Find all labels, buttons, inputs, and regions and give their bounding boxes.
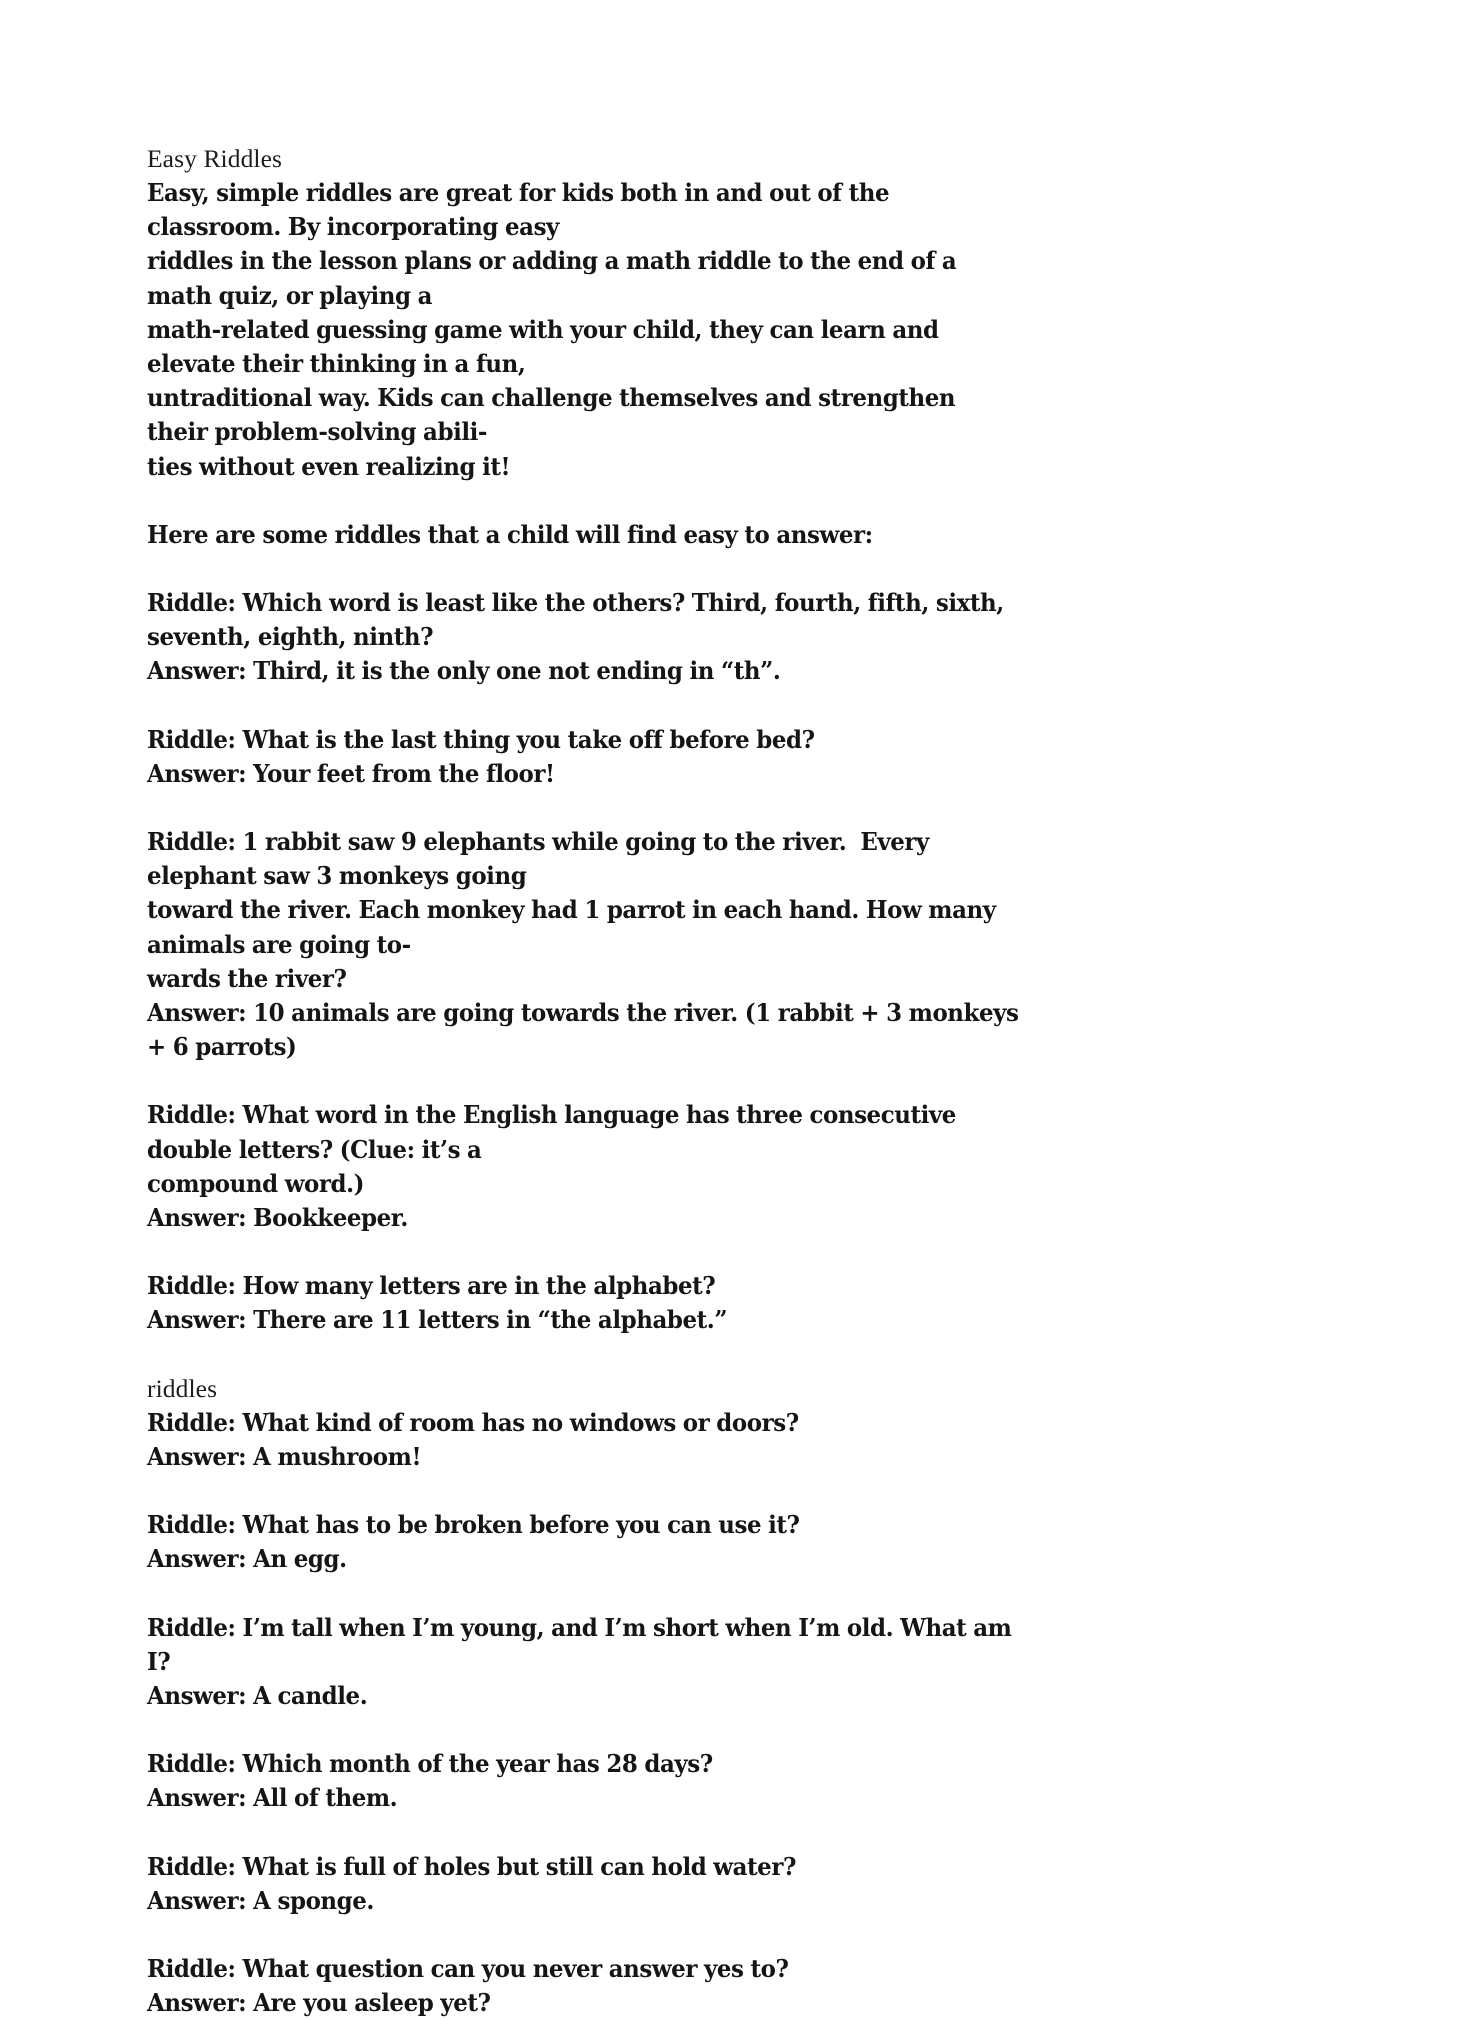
riddle-question-line: Riddle: I’m tall when I’m young, and I’m short when I’m old. What am I? — [147, 1612, 1019, 1676]
riddle-item — [147, 1747, 1062, 1815]
riddle-question-line: Riddle: What is the last thing you take off before bed? — [147, 724, 815, 754]
riddle-answer-line: Answer: A mushroom! — [147, 1441, 422, 1471]
riddle-question-line: compound word.) — [147, 1168, 365, 1198]
spacer — [147, 1338, 1062, 1372]
spacer — [147, 1918, 1062, 1952]
spacer — [147, 1577, 1062, 1611]
riddle-answer-line: Answer: Are you asleep yet? — [147, 1988, 491, 2018]
riddle-question-line: Riddle: 1 rabbit saw 9 elephants while going to the river. Every elephant saw 3 monkeys going — [147, 827, 936, 891]
riddle-answer-line: Answer: Your feet from the floor! — [147, 758, 555, 788]
spacer — [147, 1816, 1062, 1850]
spacer — [147, 1064, 1062, 1098]
riddle-item — [147, 586, 1062, 689]
riddle-question-line: Riddle: How many letters are in the alphabet? — [147, 1271, 716, 1301]
riddle-question-line: Riddle: Which month of the year has 28 days? — [147, 1749, 713, 1779]
spacer — [147, 552, 1062, 586]
spacer — [147, 1713, 1062, 1747]
spacer — [147, 484, 1062, 518]
riddle-question-line: wards the river? — [147, 963, 347, 993]
riddle-answer-line: Answer: An egg. — [147, 1544, 347, 1574]
riddle-item — [147, 723, 1062, 791]
intro-line: untraditional way. Kids can challenge themselves and strengthen their problem-solving abili- — [147, 383, 963, 447]
riddle-item — [147, 1406, 1062, 1474]
intro-line: ties without even realizing it! — [147, 451, 511, 481]
intro-line: Easy, simple riddles are great for kids both in and out of the classroom. By incorporating easy — [147, 178, 897, 242]
intro-paragraph — [147, 176, 1062, 484]
spacer — [147, 1474, 1062, 1508]
riddle-item — [147, 1611, 1062, 1714]
riddle-question-line: Riddle: What kind of room has no windows or doors? — [147, 1407, 799, 1437]
riddle-answer-line: Answer: A sponge. — [147, 1885, 374, 1915]
riddle-answer-line: Answer: 10 animals are going towards the river. (1 rabbit + 3 monkeys + 6 parrots) — [147, 998, 1026, 1062]
riddle-item — [147, 1850, 1062, 1918]
riddle-answer-line: Answer: There are 11 letters in “the alphabet.” — [147, 1305, 728, 1335]
riddle-item — [147, 825, 1062, 1064]
riddle-question-line: Riddle: What has to be broken before you can use it? — [147, 1510, 800, 1540]
riddle-question-line: Riddle: Which word is least like the others? Third, fourth, fifth, sixth, seventh, eighth, ninth? — [147, 588, 1011, 652]
lead-in-line: Here are some riddles that a child will find easy to answer: — [147, 519, 873, 549]
intro-line: math-related guessing game with your child, they can learn and elevate their thinking in a fun, — [147, 314, 946, 379]
riddle-item — [147, 1098, 1062, 1235]
riddle-question-line: Riddle: What word in the English language has three consecutive double letters? (Clue: it’s a — [147, 1100, 963, 1164]
riddle-item — [147, 1269, 1062, 1337]
riddle-question-line: Riddle: What question can you never answer yes to? — [147, 1953, 789, 1983]
riddle-item — [147, 1952, 1062, 2020]
document-body — [147, 142, 1062, 2020]
spacer — [147, 1235, 1062, 1269]
riddle-answer-line: Answer: A candle. — [147, 1680, 368, 1710]
riddle-question-line: Riddle: What is full of holes but still can hold water? — [147, 1851, 796, 1881]
riddle-item — [147, 1508, 1062, 1576]
spacer — [147, 689, 1062, 723]
spacer — [147, 791, 1062, 825]
page-title: Easy Riddles — [147, 144, 283, 173]
intro-line: riddles in the lesson plans or adding a math riddle to the end of a math quiz, or playing a — [147, 246, 964, 310]
riddle-answer-line: Answer: All of them. — [147, 1783, 398, 1813]
riddle-answer-line: Answer: Bookkeeper. — [147, 1203, 408, 1233]
stray-heading: riddles — [147, 1373, 218, 1403]
riddle-question-line: toward the river. Each monkey had 1 parrot in each hand. How many animals are going to- — [147, 895, 1003, 959]
riddle-answer-line: Answer: Third, it is the only one not ending in “th”. — [147, 656, 781, 686]
